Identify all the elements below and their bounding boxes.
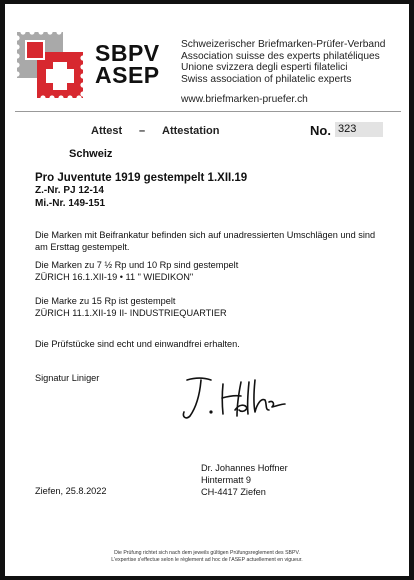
brand-asep: ASEP [95,62,160,88]
expert-name: Dr. Johannes Hoffner [201,463,288,473]
paragraph-cancel-7-10 [35,260,395,283]
association-name-en: Swiss association of philatelic experts [181,73,352,85]
signature-label: Signatur Liniger [35,373,100,383]
association-name-it: Unione svizzera degli esperti filatelici [181,62,348,74]
website-link[interactable]: www.briefmarken-pruefer.ch [181,94,308,105]
attest-label: Attest [91,125,123,137]
paragraph-line: Die Marken zu 7 ½ Rp und 10 Rp sind gestempelt [35,260,239,270]
attestation-label: Attestation [162,125,220,137]
paragraph-line: Die Marke zu 15 Rp ist gestempelt [35,296,176,306]
paragraph-line: ZÜRICH 16.1.XII-19 • 11 " WIEDIKON" [35,271,194,282]
association-names [181,39,385,85]
certificate-page [5,4,409,576]
sbpv-stamp-logo-icon [15,30,87,102]
expert-address [201,462,288,498]
item-title: Pro Juventute 1919 gestempelt 1.XII.19 [35,172,248,184]
association-name-fr: Association suisse des experts philatéliques [181,50,380,62]
country: Schweiz [69,148,113,160]
number-label: No. [310,123,331,138]
zumstein-number: Z.-Nr. PJ 12-14 [35,185,104,196]
expert-street: Hintermatt 9 [201,475,252,485]
brand-wordmark [95,42,160,86]
footer-note [5,550,409,564]
expert-city: CH-4417 Ziefen [201,487,266,497]
footer-line-de: Die Prüfung richtet sich nach dem jeweils gültigen Prüfungsreglement des SBPV. [114,550,300,556]
association-name-de: Schweizerischer Briefmarken-Prüfer-Verband [181,39,386,50]
header-divider [15,111,401,112]
footer-line-fr: L'expertise s'effectue selon le règlement ad hoc de l'ASEP actuellement en vigueur. [111,557,303,563]
paragraph-covers [35,230,395,253]
paragraph-line: ZÜRICH 11.1.XII-19 II- INDUSTRIEQUARTIER [35,307,227,318]
paragraph-cancel-15 [35,296,395,319]
paragraph-genuine: Die Prüfstücke sind echt und einwandfrei erhalten. [35,339,240,349]
michel-number: Mi.-Nr. 149-151 [35,197,106,209]
paragraph-line: Die Marken mit Beifrankatur befinden sich auf unadressierten Umschlägen und sind [35,230,376,240]
attest-dash: – [139,125,146,137]
place-date: Ziefen, 25.8.2022 [35,486,107,496]
brand-sbpv: SBPV [95,40,160,66]
paragraph-line: am Ersttag gestempelt. [35,241,130,252]
handwritten-signature [175,374,295,424]
item-description [35,171,247,210]
certificate-number: 323 [335,122,383,137]
